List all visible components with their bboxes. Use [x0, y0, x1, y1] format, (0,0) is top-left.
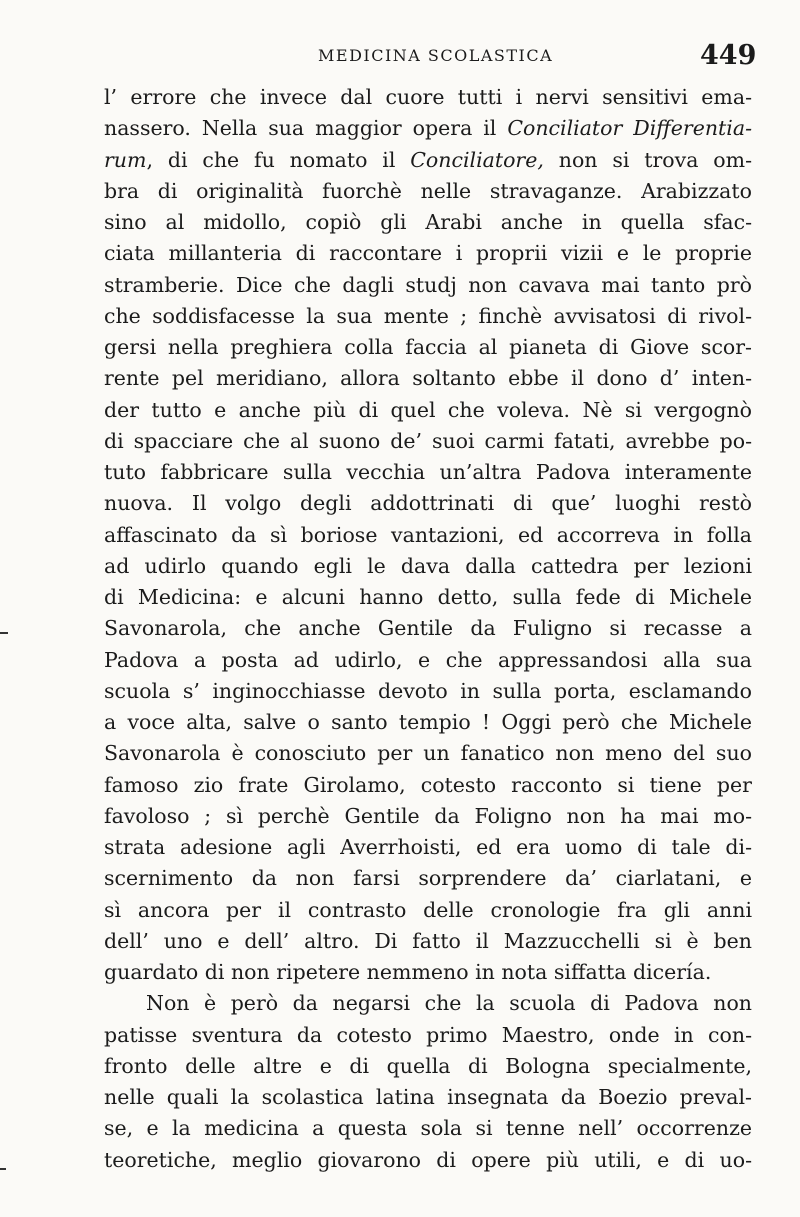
text-line: rum, di che fu nomato il Conciliatore, non si trova om-: [104, 147, 752, 172]
text-line: scernimento da non farsi sorprendere da’ ciarlatani, e: [104, 866, 752, 891]
page-number: 449: [700, 40, 757, 71]
text-line: stramberie. Dice che dagli studj non cavava mai tanto prò: [104, 272, 752, 297]
text-line: ad udirlo quando egli le dava dalla cattedra per lezioni: [104, 553, 752, 578]
text-line: gersi nella preghiera colla faccia al pianeta di Giove scor-: [104, 335, 752, 359]
text-line: der tutto e anche più di quel che voleva. Nè si vergognò: [104, 397, 752, 422]
text-line: nelle quali la scolastica latina insegnata da Boezio preval-: [104, 1085, 752, 1109]
book-title: Conciliatore,: [410, 147, 544, 172]
running-head: [0, 40, 800, 76]
body-text: [104, 82, 752, 1176]
text-line: che soddisfacesse la sua mente ; finchè avvisatosi di rivol-: [104, 303, 752, 328]
text-line: scuola s’ inginocchiasse devoto in sulla porta, esclamando: [104, 678, 752, 703]
text-line: teoretiche, meglio giovarono di opere più utili, e di uo-: [104, 1147, 752, 1172]
text-line: bra di originalità fuorchè nelle stravaganze. Arabizzato: [104, 178, 752, 203]
text-line: favoloso ; sì perchè Gentile da Foligno non ha mai mo-: [104, 803, 752, 828]
text-line: se, e la medicina a questa sola si tenne nell’ occorrenze: [104, 1116, 752, 1141]
text-line: ciata millanteria di raccontare i proprii vizii e le proprie: [104, 241, 752, 266]
running-title: MEDICINA SCOLASTICA: [318, 46, 554, 65]
text-line: nuova. Il volgo degli addottrinati di que’ luoghi restò: [104, 491, 752, 516]
text-line: tuto fabbricare sulla vecchia un’altra Padova interamente: [104, 460, 752, 484]
text-line: Savonarola, che anche Gentile da Fuligno si recasse a: [104, 616, 752, 641]
paragraph-start-line: Non è però da negarsi che la scuola di Padova non: [146, 991, 752, 1016]
text-line: sì ancora per il contrasto delle cronologie fra gli anni: [104, 897, 752, 922]
text-line: dell’ uno e dell’ altro. Di fatto il Mazzucchelli si è ben: [104, 928, 752, 953]
text-line: Savonarola è conosciuto per un fanatico non meno del suo: [104, 741, 752, 766]
margin-mark: [0, 1168, 6, 1170]
book-title: rum: [104, 147, 147, 172]
text-line: di spacciare che al suono de’ suoi carmi fatati, avrebbe po-: [104, 428, 752, 453]
text-line: patisse sventura da cotesto primo Maestro, onde in con-: [104, 1022, 752, 1047]
margin-mark: [0, 632, 8, 634]
text-line: strata adesione agli Averrhoisti, ed era uomo di tale di-: [104, 835, 752, 859]
paragraph-end-line: guardato di non ripetere nemmeno in nota siffatta dicería.: [104, 960, 712, 984]
text-line: Padova a posta ad udirlo, e che appressandosi alla sua: [104, 647, 752, 672]
text-line: di Medicina: e alcuni hanno detto, sulla fede di Michele: [104, 585, 752, 609]
book-title: Conciliator Differentia-: [507, 116, 752, 141]
text-line: fronto delle altre e di quella di Bologna specialmente,: [104, 1053, 752, 1078]
text-line: rente pel meridiano, allora soltanto ebbe il dono d’ inten-: [104, 366, 752, 391]
text-line: sino al midollo, copiò gli Arabi anche in quella sfac-: [104, 210, 752, 234]
text-line: affascinato da sì boriose vantazioni, ed accorreva in folla: [104, 522, 752, 547]
text-line: l’ errore che invece dal cuore tutti i nervi sensitivi ema-: [104, 85, 752, 109]
text-line: a voce alta, salve o santo tempio ! Oggi però che Michele: [104, 710, 752, 734]
text-line: nassero. Nella sua maggior opera il Conciliator Differentia-: [104, 116, 752, 141]
text-line: famoso zio frate Girolamo, cotesto racconto si tiene per: [104, 772, 752, 797]
